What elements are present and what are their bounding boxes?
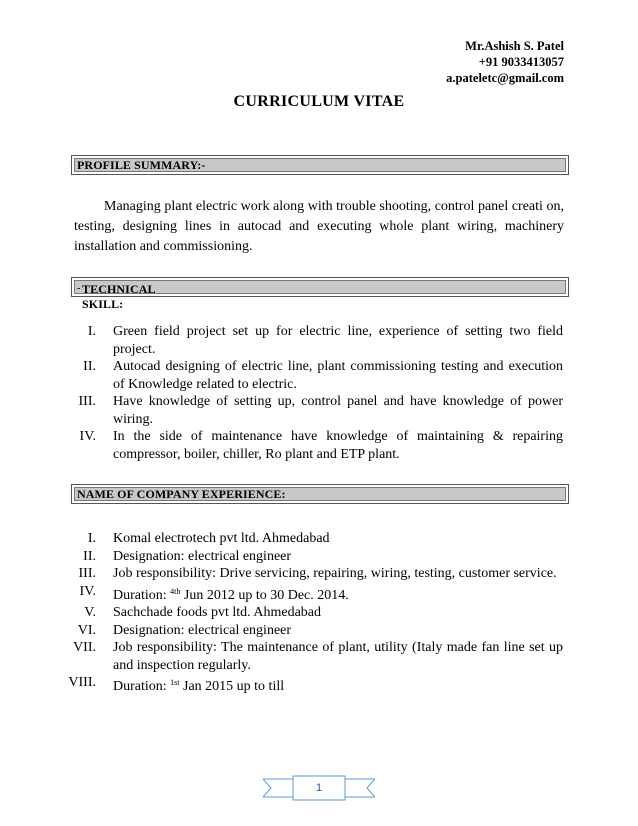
section-bar-experience (71, 484, 569, 504)
list-item: II. Autocad designing of electric line, plant commissioning testing and execution of Knowledge related to electric. (83, 359, 563, 392)
company-experience-list (0, 530, 638, 696)
email-address: a.pateletc@gmail.com (446, 71, 564, 85)
list-item: V. Sachchade foods pvt ltd. Ahmedabad (84, 605, 322, 620)
candidate-name: Mr.Ashish S. Patel (465, 39, 564, 53)
list-item: III. Have knowledge of setting up, control panel and have knowledge of power wiring. (78, 394, 563, 427)
list-item: IV. Duration: $^{4th}$ Jun 2012 up to 30 Dec. 2014. (79, 583, 349, 603)
phone-number: +91 9033413057 (478, 55, 564, 69)
technical-skill-list (0, 323, 638, 463)
profile-summary-text: Managing plant electric work along with trouble shooting, control panel creati on, testing, designing lines in autocad and executing whole plant wiring, machinery installation and commissioning. (74, 199, 564, 254)
list-item: I. Komal electrotech pvt ltd. Ahmedabad (87, 531, 330, 546)
list-item: VI. Designation: electrical engineer (77, 622, 292, 638)
section-heading-experience: NAME OF COMPANY EXPERIENCE: (77, 487, 286, 501)
document-title: CURRICULUM VITAE (233, 93, 405, 110)
page-number: 1 (315, 782, 323, 794)
section-heading-profile: PROFILE SUMMARY:- (77, 158, 206, 172)
list-item: IV. In the side of maintenance have knowledge of maintaining & repairing compressor, boiler, chiller, Ro plant and ETP plant. (79, 429, 563, 462)
list-item: III. Job responsibility: Drive servicing, repairing, wiring, testing, customer service. (78, 566, 557, 581)
section-bar-technical (71, 277, 569, 311)
contact-block (446, 38, 564, 86)
section-heading-technical: TECHNICAL SKILL: - (77, 282, 155, 311)
list-item: VIII. Duration: $^{1st}$ Jan 2015 up to till (68, 675, 285, 694)
list-item: I. Green field project set up for electric line, experience of setting two field project. (87, 324, 563, 357)
list-item: II. Designation: electrical engineer (83, 548, 292, 564)
list-item: VII. Job responsibility: The maintenance of plant, utility (Italy made fan line set up and inspection regularly. (73, 640, 563, 673)
section-bar-profile (71, 155, 569, 175)
